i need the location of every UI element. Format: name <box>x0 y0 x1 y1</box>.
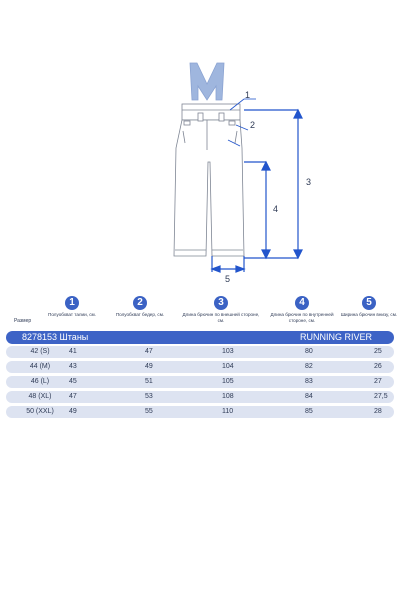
value-cell: 105 <box>222 378 234 385</box>
table-row <box>6 391 394 403</box>
value-cell: 83 <box>305 378 313 385</box>
column-label: Ширина брючин внизу, см. <box>340 312 398 317</box>
product-title: 8278153 Штаны <box>22 332 89 342</box>
value-cell: 55 <box>145 408 153 415</box>
value-cell: 41 <box>69 348 77 355</box>
value-cell: 45 <box>69 378 77 385</box>
value-cell: 28 <box>374 408 382 415</box>
pants-measurement-diagram <box>0 0 400 290</box>
callout-1: 1 <box>245 90 251 100</box>
size-cell: 44 (M) <box>29 363 51 370</box>
size-cell: 50 (XXL) <box>26 408 54 415</box>
callout-4: 4 <box>273 204 279 214</box>
column-header-3 <box>181 296 261 323</box>
value-cell: 26 <box>374 363 382 370</box>
value-cell: 110 <box>222 408 234 415</box>
size-cell: 48 (XL) <box>28 393 52 400</box>
value-cell: 47 <box>69 393 77 400</box>
value-cell: 108 <box>222 393 234 400</box>
table-row <box>6 346 394 358</box>
value-cell: 80 <box>305 348 313 355</box>
column-number-badge: 1 <box>65 296 79 310</box>
column-number-badge: 2 <box>133 296 147 310</box>
table-row <box>6 376 394 388</box>
value-cell: 82 <box>305 363 313 370</box>
size-cell: 46 (L) <box>30 378 50 385</box>
suspenders-drawing <box>190 63 224 100</box>
value-cell: 27,5 <box>374 393 388 400</box>
column-label: Длина брючин по внутренней стороне, см. <box>270 312 334 323</box>
value-cell: 53 <box>145 393 153 400</box>
value-cell: 47 <box>145 348 153 355</box>
column-label: Полуобхват бедер, см. <box>115 312 165 317</box>
column-header-2 <box>100 296 180 318</box>
table-row <box>6 361 394 373</box>
value-cell: 103 <box>222 348 234 355</box>
callout-5: 5 <box>225 274 231 284</box>
column-number-badge: 5 <box>362 296 376 310</box>
product-title-bar <box>6 331 394 344</box>
size-column-header: Размер <box>14 318 32 324</box>
column-label: Длина брючин по внешней стороне, см. <box>182 312 260 323</box>
column-number-badge: 3 <box>214 296 228 310</box>
value-cell: 85 <box>305 408 313 415</box>
column-label: Полуобхват талии, см. <box>48 312 96 317</box>
callout-3: 3 <box>306 177 312 187</box>
brand-name: RUNNING RIVER <box>299 332 372 342</box>
value-cell: 104 <box>222 363 234 370</box>
column-header-5 <box>329 296 400 318</box>
value-cell: 84 <box>305 393 313 400</box>
value-cell: 27 <box>374 378 382 385</box>
table-row <box>6 406 394 418</box>
value-cell: 43 <box>69 363 77 370</box>
value-cell: 49 <box>69 408 77 415</box>
size-cell: 42 (S) <box>30 348 50 355</box>
value-cell: 49 <box>145 363 153 370</box>
callout-2: 2 <box>250 120 256 130</box>
value-cell: 51 <box>145 378 153 385</box>
pants-outline <box>174 104 244 256</box>
column-number-badge: 4 <box>295 296 309 310</box>
value-cell: 25 <box>374 348 382 355</box>
